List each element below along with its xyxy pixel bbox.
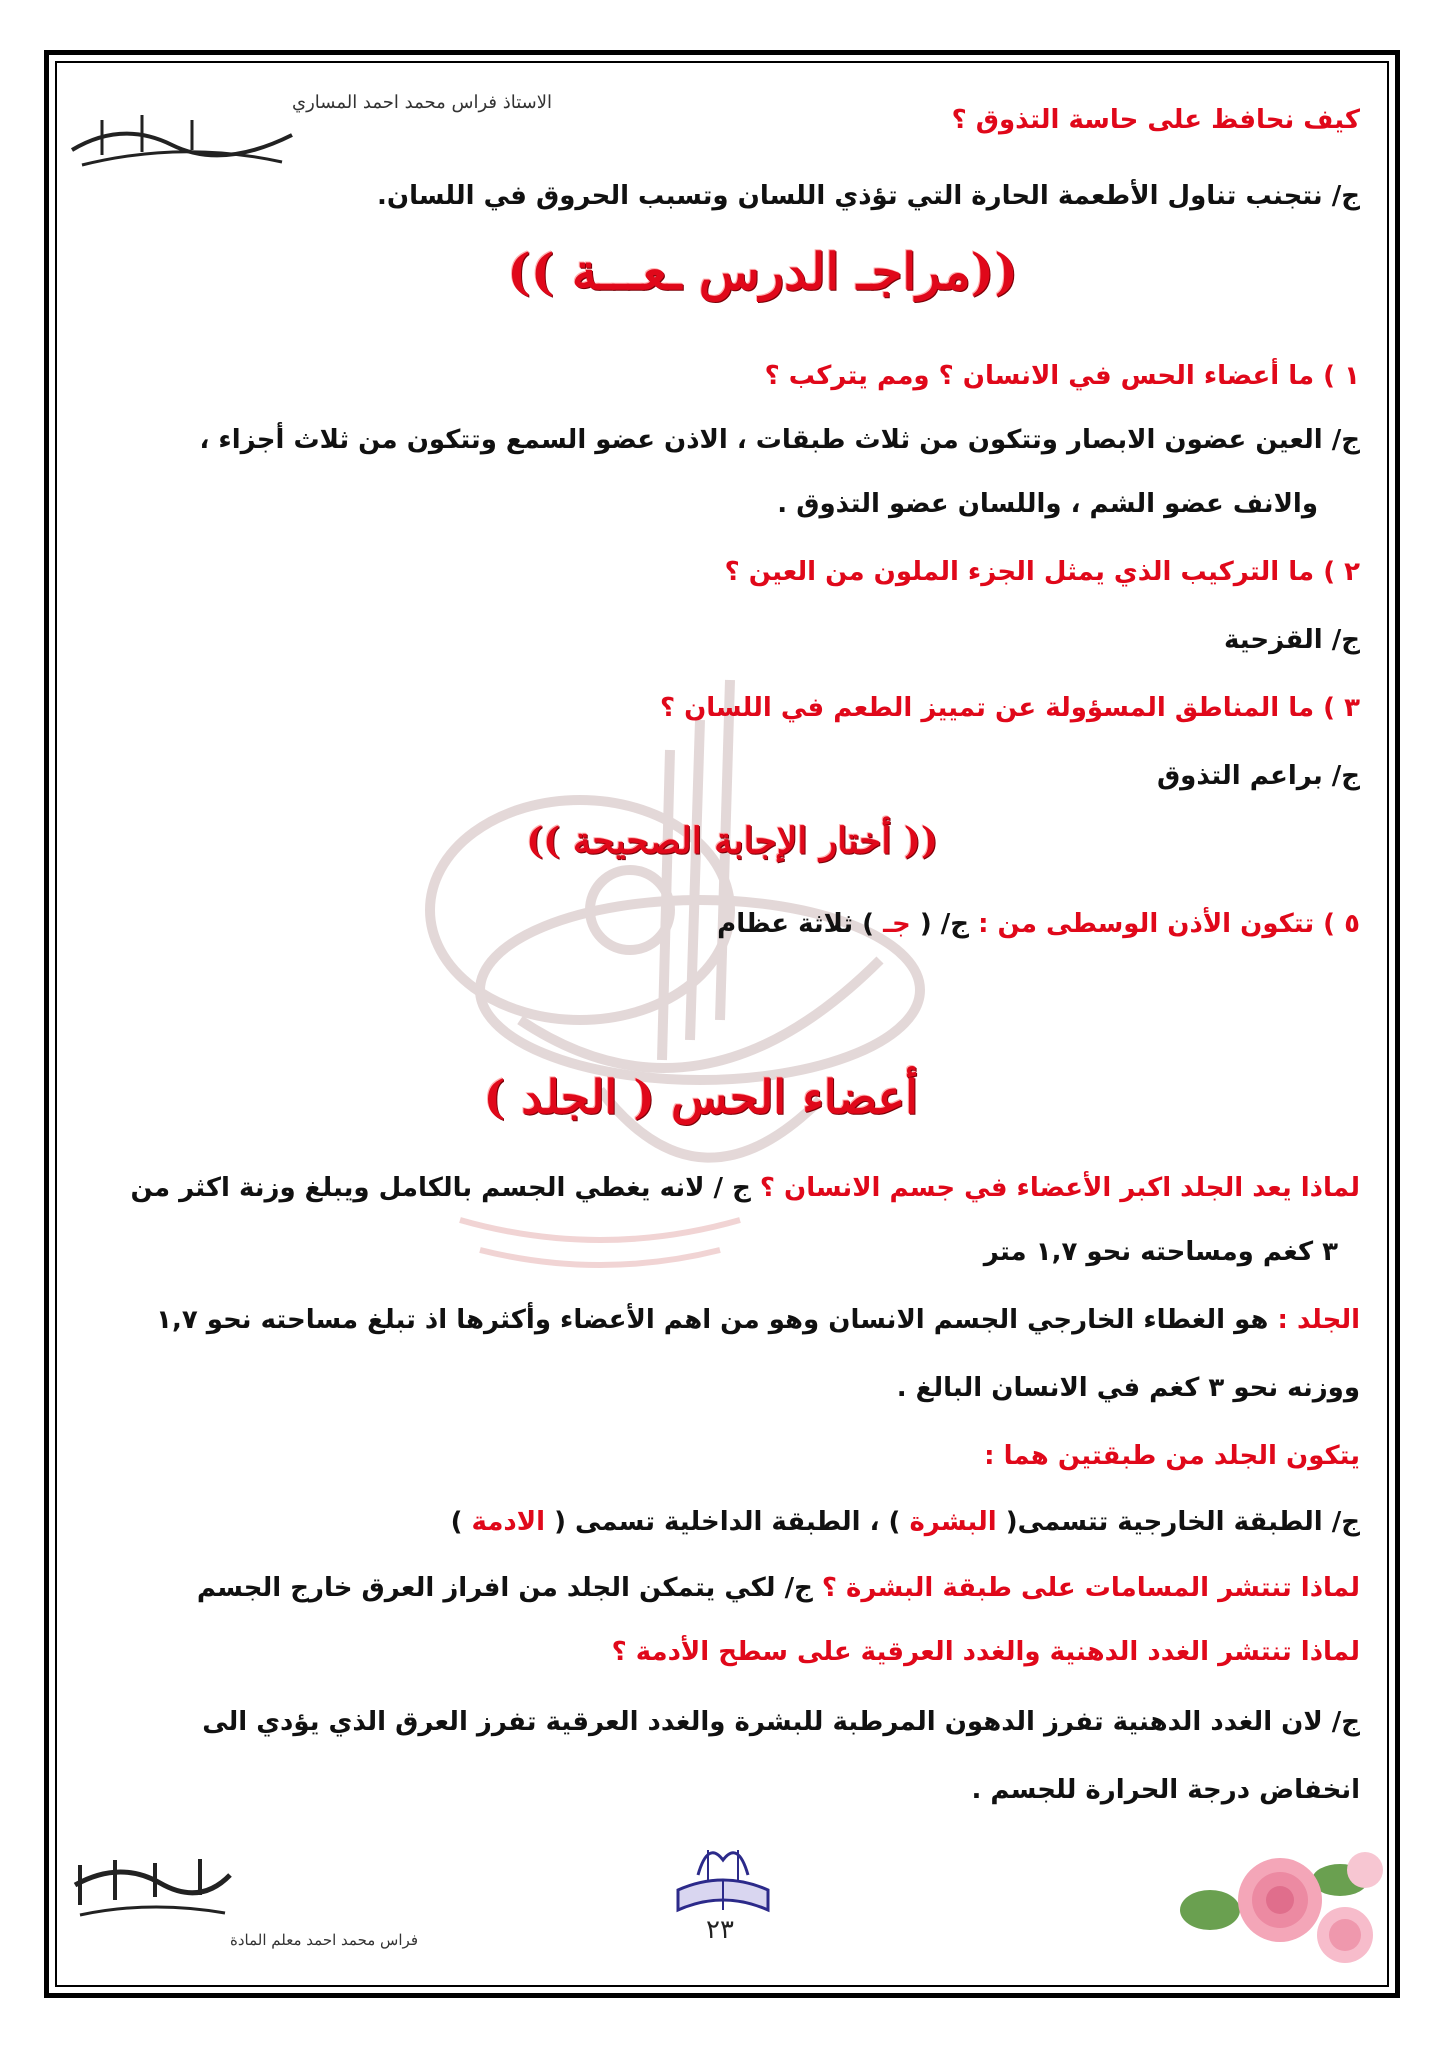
- question-skin-largest-row: [100, 1168, 1360, 1208]
- skin-definition-1: هو الغطاء الخارجي الجسم الانسان وهو من اهم الأعضاء وأكثرها اذ تبلغ مساحته نحو ١,٧: [156, 1305, 1269, 1335]
- answer-skin-largest-2: ٣ كغم ومساحته نحو ١,٧ متر: [983, 1237, 1338, 1267]
- question-glands: لماذا تنتشر الغدد الدهنية والغدد العرقية على سطح الأدمة ؟: [611, 1637, 1360, 1667]
- choose-correct-title: (( أختار الإجابة الصحيحة )): [526, 820, 938, 862]
- question-pores: لماذا تنتشر المسامات على طبقة البشرة ؟: [821, 1573, 1360, 1603]
- question-taste-care: كيف نحافظ على حاسة التذوق ؟: [951, 105, 1360, 135]
- question-skin-layers: يتكون الجلد من طبقتين هما :: [984, 1441, 1360, 1471]
- skin-definition-term: الجلد :: [1277, 1305, 1360, 1335]
- skin-section-title: أعضاء الحس ( الجلد ): [483, 1070, 918, 1124]
- answer-taste-care: ج/ نتجنب تناول الأطعمة الحارة التي تؤذي اللسان وتسبب الحروق في اللسان.: [377, 181, 1360, 211]
- signature-top-text: الاستاذ فراس محمد احمد المساري: [292, 92, 552, 113]
- question-5-answer-prefix: ج/ (: [919, 909, 969, 939]
- skin-definition-row: [100, 1300, 1360, 1340]
- question-5-label: ٥ ) تتكون الأذن الوسطى من :: [978, 909, 1360, 939]
- answer-3: ج/ براعم التذوق: [1156, 761, 1360, 791]
- page-number: ٢٣: [706, 1915, 734, 1945]
- question-5-answer-letter: جـ: [883, 909, 911, 939]
- skin-definition-2: ووزنه نحو ٣ كغم في الانسان البالغ .: [896, 1373, 1360, 1403]
- answer-pores: ج/ لكي يتمكن الجلد من افراز العرق خارج الجسم: [196, 1573, 813, 1603]
- answer-layers-part-3: ): [450, 1507, 463, 1537]
- review-title: ((مراجـ الدرس ـعـــة )): [507, 242, 1018, 301]
- question-5-answer-suffix: ) ثلاثة عظام: [717, 909, 875, 939]
- answer-layers-epidermis: البشرة: [909, 1507, 997, 1537]
- answer-layers-dermis: الادمة: [471, 1507, 546, 1537]
- signature-bottom-text: فراس محمد احمد معلم المادة: [230, 1931, 418, 1949]
- signature-logo-bottom: [60, 1845, 418, 1955]
- answer-glands-1: ج/ لان الغدد الدهنية تفرز الدهون المرطبة للبشرة والغدد العرقية تفرز العرق الذي يؤدي الى: [202, 1707, 1360, 1737]
- answer-skin-largest-1: ج / لانه يغطي الجسم بالكامل ويبلغ وزنة اكثر من: [130, 1173, 751, 1203]
- roses-decoration-icon: [1150, 1840, 1380, 1970]
- answer-1-line-1: ج/ العين عضون الابصار وتتكون من ثلاث طبقات ، الاذن عضو السمع وتتكون من ثلاث أجزاء ،: [199, 425, 1360, 455]
- question-skin-largest: لماذا يعد الجلد اكبر الأعضاء في جسم الانسان ؟: [759, 1173, 1360, 1203]
- question-5-row: [100, 904, 1360, 944]
- question-pores-row: [100, 1568, 1360, 1608]
- question-2: ٢ ) ما التركيب الذي يمثل الجزء الملون من العين ؟: [724, 557, 1360, 587]
- answer-2: ج/ القزحية: [1224, 625, 1360, 655]
- question-1: ١ ) ما أعضاء الحس في الانسان ؟ ومم يتركب ؟: [764, 361, 1360, 391]
- ornament-book-logo: [668, 1830, 778, 1920]
- question-3: ٣ ) ما المناطق المسؤولة عن تمييز الطعم في اللسان ؟: [659, 693, 1360, 723]
- answer-1-line-2: والانف عضو الشم ، واللسان عضو التذوق .: [777, 489, 1318, 519]
- answer-skin-layers-row: [100, 1502, 1360, 1542]
- answer-layers-part-2: ) ، الطبقة الداخلية تسمى (: [554, 1507, 901, 1537]
- answer-layers-part-1: ج/ الطبقة الخارجية تتسمى(: [1005, 1507, 1360, 1537]
- answer-glands-2: انخفاض درجة الحرارة للجسم .: [971, 1775, 1360, 1805]
